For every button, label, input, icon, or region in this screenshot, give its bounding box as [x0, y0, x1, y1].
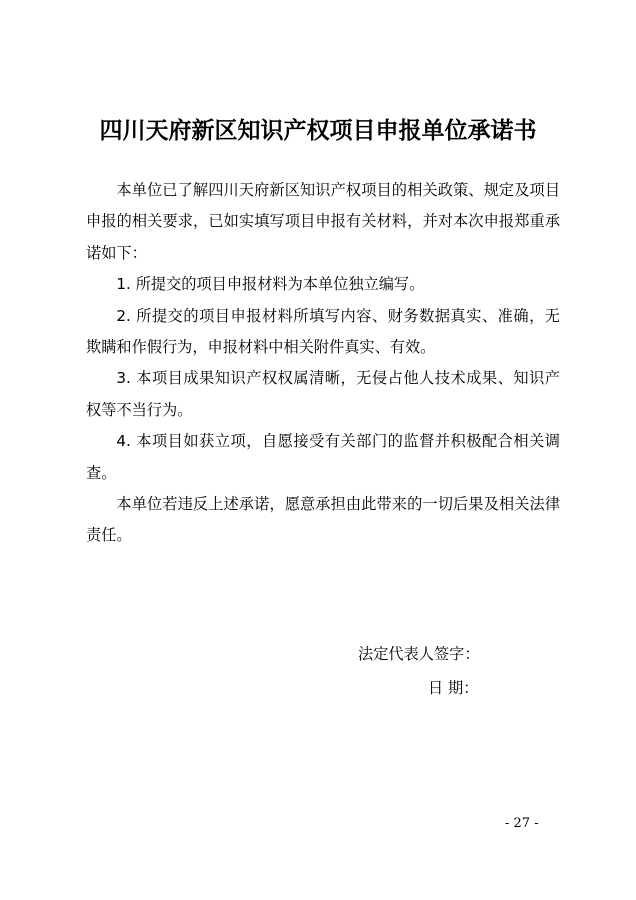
page-number: - 27 -	[505, 816, 539, 831]
signature-block	[358, 644, 558, 698]
commitment-item-3: 3. 本项目成果知识产权权属清晰，无侵占他人技术成果、知识产权等不当行为。	[86, 369, 560, 419]
commitment-body	[86, 175, 560, 552]
commitment-item-2: 2. 所提交的项目申报材料所填写内容、财务数据真实、准确，无欺瞒和作假行为，申报材料中相关附件真实、有效。	[86, 306, 560, 357]
intro-paragraph: 本单位已了解四川天府新区知识产权项目的相关政策、规定及项目申报的相关要求，已如实填写项目申报有关材料，并对本次申报郑重承诺如下：	[86, 181, 560, 262]
commitment-item-4: 4. 本项目如获立项，自愿接受有关部门的监督并积极配合相关调查。	[86, 432, 560, 482]
legal-representative-signature-label: 法定代表人签字：	[358, 645, 480, 663]
date-label: 日 期：	[428, 679, 479, 697]
closing-paragraph: 本单位若违反上述承诺，愿意承担由此带来的一切后果及相关法律责任。	[86, 495, 560, 545]
document-title: 四川天府新区知识产权项目申报单位承诺书	[99, 117, 537, 144]
commitment-item-1: 1. 所提交的项目申报材料为本单位独立编写。	[116, 275, 425, 294]
